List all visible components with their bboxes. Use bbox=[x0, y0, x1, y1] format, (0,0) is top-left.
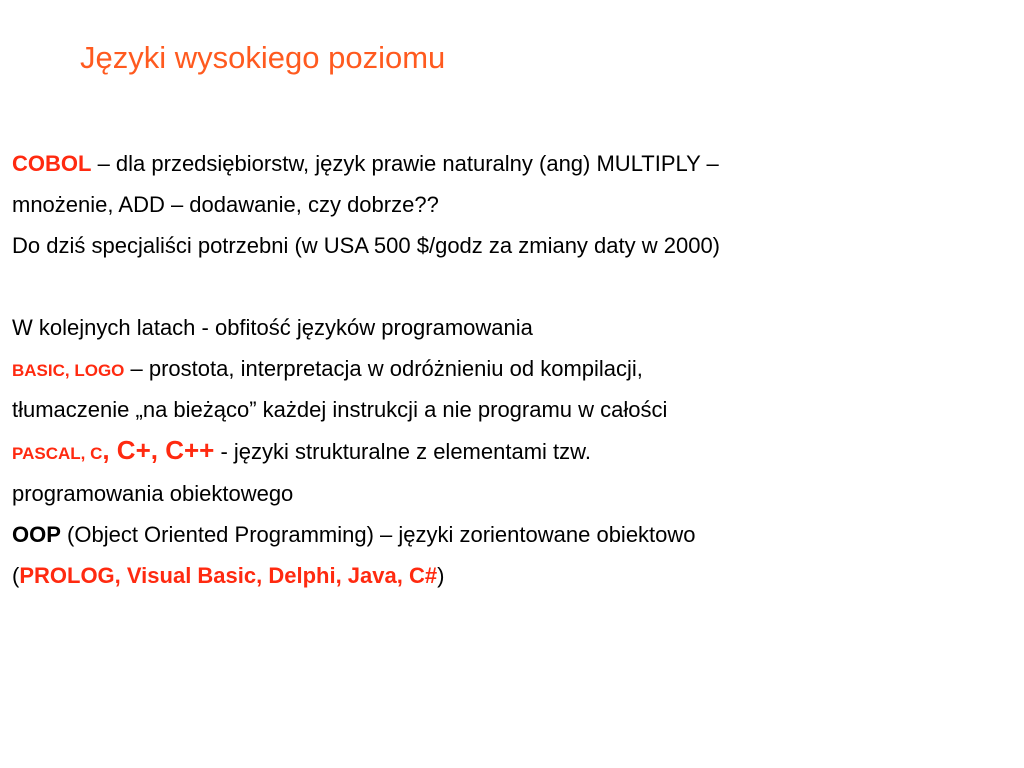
cobol-line-2: mnożenie, ADD – dodawanie, czy dobrze?? bbox=[12, 192, 439, 217]
cobol-keyword: COBOL bbox=[12, 151, 92, 176]
later-languages-line: W kolejnych latach - obfitość języków programowania bbox=[12, 315, 533, 340]
pascal-line-2: programowania obiektowego bbox=[12, 481, 294, 506]
basic-line-1 bbox=[12, 348, 1017, 389]
cobol-description: – dla przedsiębiorstw, język prawie naturalny (ang) MULTIPLY – bbox=[91, 151, 719, 176]
oop-line-2 bbox=[12, 555, 1017, 596]
oop-close-paren: ) bbox=[437, 563, 445, 588]
basic-line-2: tłumaczenie „na bieżąco” każdej instrukcji a nie programu w całości bbox=[12, 397, 668, 422]
pascal-keyword: PASCAL, C bbox=[12, 444, 103, 463]
oop-open-paren: ( bbox=[12, 563, 20, 588]
oop-keyword: OOP bbox=[12, 522, 61, 547]
cplusplus-keyword: , C+, C++ bbox=[102, 435, 215, 465]
basic-description: – prostota, interpretacja w odróżnieniu od kompilacji, bbox=[124, 356, 643, 381]
spacer bbox=[12, 266, 1017, 307]
cobol-line-3: Do dziś specjaliści potrzebni (w USA 500 $/godz za zmiany daty w 2000) bbox=[12, 233, 721, 258]
slide-body bbox=[12, 143, 1017, 596]
pascal-description: - języki strukturalne z elementami tzw. bbox=[214, 439, 591, 464]
oop-description: (Object Oriented Programming) – języki zorientowane obiektowo bbox=[60, 522, 696, 547]
pascal-line-1 bbox=[12, 430, 1017, 473]
oop-languages: PROLOG, Visual Basic, Delphi, Java, C# bbox=[19, 563, 438, 588]
slide-title: Języki wysokiego poziomu bbox=[80, 40, 446, 75]
oop-line-1 bbox=[12, 514, 1017, 555]
basic-keyword: BASIC, LOGO bbox=[12, 361, 125, 380]
cobol-line-1 bbox=[12, 143, 1017, 184]
